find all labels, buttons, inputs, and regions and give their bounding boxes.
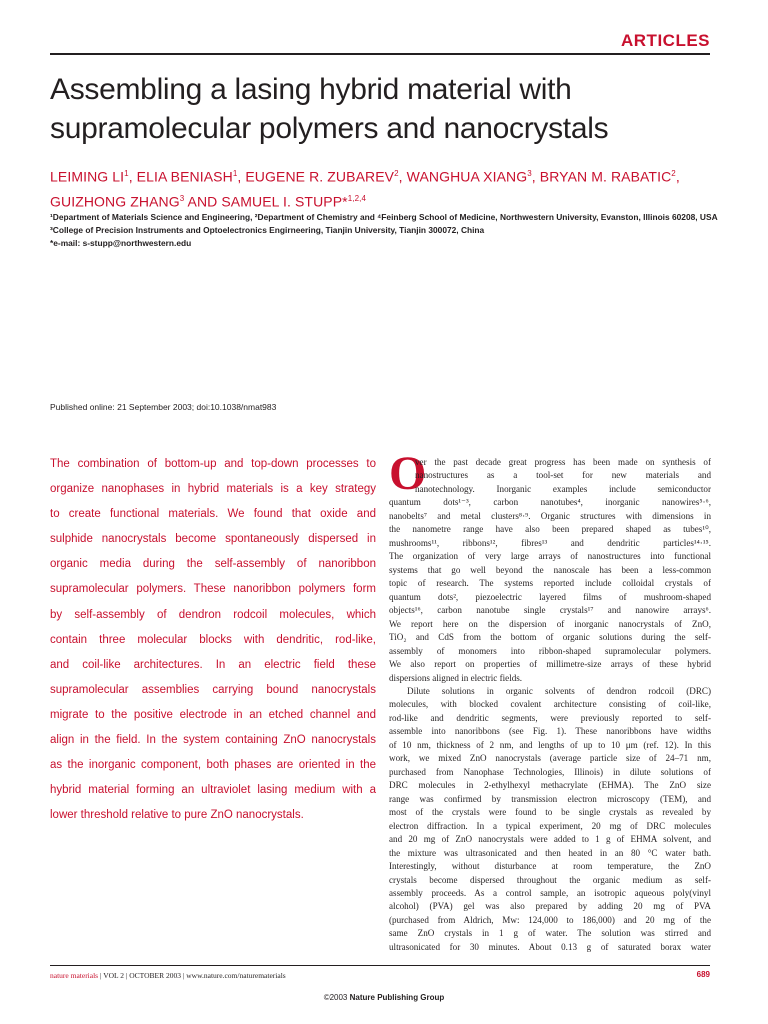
author-affil-mark: 1,2,4: [347, 193, 366, 203]
body-text-line: the mixture was ultrasonicated and then heated in an 80 °C water bath.: [389, 847, 711, 858]
body-text-line: dispersions aligned in electric fields.: [389, 672, 523, 683]
abstract-line: sulphide nanocrystals become spontaneously dispersed in: [50, 533, 376, 546]
body-text-line: DRC molecules in 2-ethylhexyl methacrylate (EHMA). The ZnO size: [389, 780, 711, 791]
body-text-line: work, we mixed ZnO nanocrystals (average particle size of 24–71 nm,: [389, 753, 711, 764]
contact-email[interactable]: *e-mail: s-stupp@northwestern.edu: [50, 238, 192, 248]
affiliations: [50, 211, 720, 250]
body-text-line: assembly of monomers into ribbon-shaped supramolecular polymers.: [389, 645, 711, 656]
body-text-column: [389, 456, 711, 954]
body-text-line: TiO₂ and CdS from the bottom of organic solutions during the self-: [389, 632, 711, 643]
author-affil-mark: 3: [527, 169, 532, 178]
body-text-line: nanotechnology. Inorganic examples include semiconductor: [415, 483, 711, 494]
page-number: 689: [696, 970, 710, 979]
abstract-line: and coil-like architectures. In an electric field these: [50, 658, 376, 671]
author-affil-mark: 2: [394, 169, 399, 178]
author-line: [50, 163, 720, 188]
copyright-notice: [0, 993, 768, 1002]
author-affil-mark: 1: [124, 169, 129, 178]
header-rule: [50, 53, 710, 55]
abstract-line: The combination of bottom-up and top-down processes to: [50, 458, 376, 470]
title-line: Assembling a lasing hybrid material with: [50, 73, 572, 106]
body-text-line: nanobelts⁷ and metal clusters⁸·⁹. Organic structures with dimensions in: [389, 510, 711, 521]
author-name: , WANGHUA XIANG: [398, 168, 528, 185]
section-label: ARTICLES: [621, 31, 710, 50]
body-text-line: systems that go well beyond the nanoscale has been a less-common: [389, 564, 711, 575]
body-text-line: quantum dots², piezoelectric layered films of mushroom-shaped: [389, 591, 711, 602]
body-text-line: nanostructures as a tool-set for new materials and: [415, 470, 711, 481]
abstract-line: migrate to the positive electrode in an etched channel and: [50, 708, 376, 721]
abstract-line: as the inorganic component, both phases are oriented in the: [50, 759, 376, 772]
title-line: supramolecular polymers and nanocrystals: [50, 112, 609, 145]
body-text-line: (purchased from Aldrich, Mw: 124,000 to 186,000) and 20 mg of the: [389, 914, 711, 925]
footer-rule: [50, 965, 710, 966]
journal-name: nature materials: [50, 971, 99, 980]
body-text-line: rod-like and dendritic segments, were previously reported to self-: [389, 712, 711, 723]
author-name: AND SAMUEL I. STUPP*: [184, 193, 348, 210]
body-text-line: assembly proceeds. As a control sample, an isotropic aqueous poly(vinyl: [389, 888, 711, 898]
author-affil-mark: 1: [232, 169, 238, 178]
body-text-line: The organization of very large arrays of nanostructures into functional: [389, 551, 711, 562]
author-list: [50, 163, 720, 212]
body-text-line: most of the crystals were found to be single crystals as revealed by: [389, 807, 711, 818]
body-text-line: electron diffraction. In a typical experiment, 20 mg of DRC molecules: [389, 820, 711, 831]
body-text-line: crystals become dispersed throughout the organic medium as self-: [389, 874, 711, 885]
body-text-line: same ZnO crystals in 1 g of water. The solution was stirred and: [389, 928, 711, 939]
journal-details: | VOL 2 | OCTOBER 2003 | www.nature.com/naturematerials: [98, 971, 286, 980]
body-text-line: Interestingly, without disturbance at room temperature, the ZnO: [389, 861, 711, 872]
body-text-line: molecules, with blocked covalent architecture consisting of coil-like,: [389, 699, 711, 710]
publisher-name: Nature Publishing Group: [349, 993, 445, 1002]
abstract: [50, 452, 376, 828]
body-text-line: alcohol) (PVA) gel was also prepared by adding 20 mg of PVA: [389, 901, 711, 912]
body-text-line: ver the past decade great progress has been made on synthesis of: [415, 457, 711, 467]
abstract-line: align in the field. In the system containing ZnO nanocrystals: [50, 734, 376, 747]
body-text-line: and 20 mg of ZnO nanocrystals were added to 1 g of EHMA solvent, and: [389, 834, 711, 845]
body-text-line: We report here on the dispersion of inorganic nanocrystals of ZnO,: [389, 618, 711, 629]
abstract-line: organic media during the self-assembly of nanoribbon: [50, 558, 376, 571]
abstract-line: organize nanophases in hybrid materials is a key strategy: [50, 483, 376, 496]
journal-footer: [50, 971, 286, 980]
body-text-line: quantum dots¹⁻³, carbon nanotubes⁴, inorganic nanowires⁵·⁶,: [389, 497, 711, 508]
abstract-line: supramolecular assemblies carrying bound nanocrystals: [50, 683, 376, 696]
affiliation-line: ³College of Precision Instruments and Optoelectronics Engirneering, Tianjin University, Tianjin 300072, China: [50, 225, 485, 235]
author-affil-mark: 2: [671, 169, 676, 178]
body-text-line: objects¹⁶, carbon nanotube single crystals¹⁷ and nanowire arrays⁶.: [389, 605, 711, 616]
author-name: GUIZHONG ZHANG: [50, 193, 180, 210]
author-name: , BRYAN M. RABATIC: [531, 168, 672, 185]
author-affil-mark: 3: [179, 193, 185, 203]
body-text-line: topic of research. The systems reported include colloidal crystals of: [389, 578, 711, 589]
body-text-line: purchased from Nanophase Technologies, Illinois) in dilute solutions of: [389, 766, 711, 777]
author-line: [50, 188, 720, 213]
affiliation-line: ¹Department of Materials Science and Engineering, ²Department of Chemistry and ⁴Feinberg School of Medicine, Northwestern University, Evanston, Illinois 60208, USA: [50, 212, 718, 222]
author-name: LEIMING LI: [50, 168, 125, 185]
author-name: , EUGENE R. ZUBAREV: [237, 168, 395, 185]
author-separator: ,: [675, 168, 680, 185]
body-text-line: range was confirmed by transmission electron microscopy (TEM), and: [389, 793, 711, 804]
body-text-line: ultrasonicated for 30 minutes. About 0.13 g of saturated borax water: [389, 941, 711, 952]
drop-cap: O: [389, 447, 427, 500]
copyright-year: ©2003: [323, 993, 348, 1002]
body-text-line: assemble into nanoribbons (see Fig. 1). These nanoribbons have widths: [389, 726, 711, 737]
body-text-line: the nanometre range have also been prepared shaped as tubes¹⁰,: [389, 524, 711, 535]
abstract-line: to create functional materials. We found that oxide and: [50, 508, 376, 521]
article-title: [50, 70, 710, 148]
abstract-line: hybrid material forming an ultraviolet lasing medium with a: [50, 784, 376, 797]
publication-info: Published online: 21 September 2003; doi:10.1038/nmat983: [50, 402, 277, 412]
body-text-line: We also report on properties of millimetre-size arrays of these hybrid: [389, 659, 711, 670]
abstract-line: by self-assembly of dendron rodcoil molecules, which: [50, 608, 376, 621]
body-text-line: Dilute solutions in organic solvents of dendron rodcoil (DRC): [407, 685, 711, 696]
body-text-line: mushrooms¹¹, ribbons¹², fibres¹³ and dendritic particles¹⁴·¹⁵.: [389, 537, 711, 548]
abstract-line: contain three molecular blocks with dendritic, rod-like,: [50, 633, 376, 646]
abstract-line: lower threshold relative to pure ZnO nanocrystals.: [50, 809, 304, 822]
abstract-line: supramolecular polymers. These nanoribbon polymers form: [50, 583, 376, 596]
body-text-line: of 10 nm, thickness of 2 nm, and lengths of up to 10 μm (ref. 12). In this: [389, 739, 711, 750]
author-name: , ELIA BENIASH: [128, 168, 233, 185]
